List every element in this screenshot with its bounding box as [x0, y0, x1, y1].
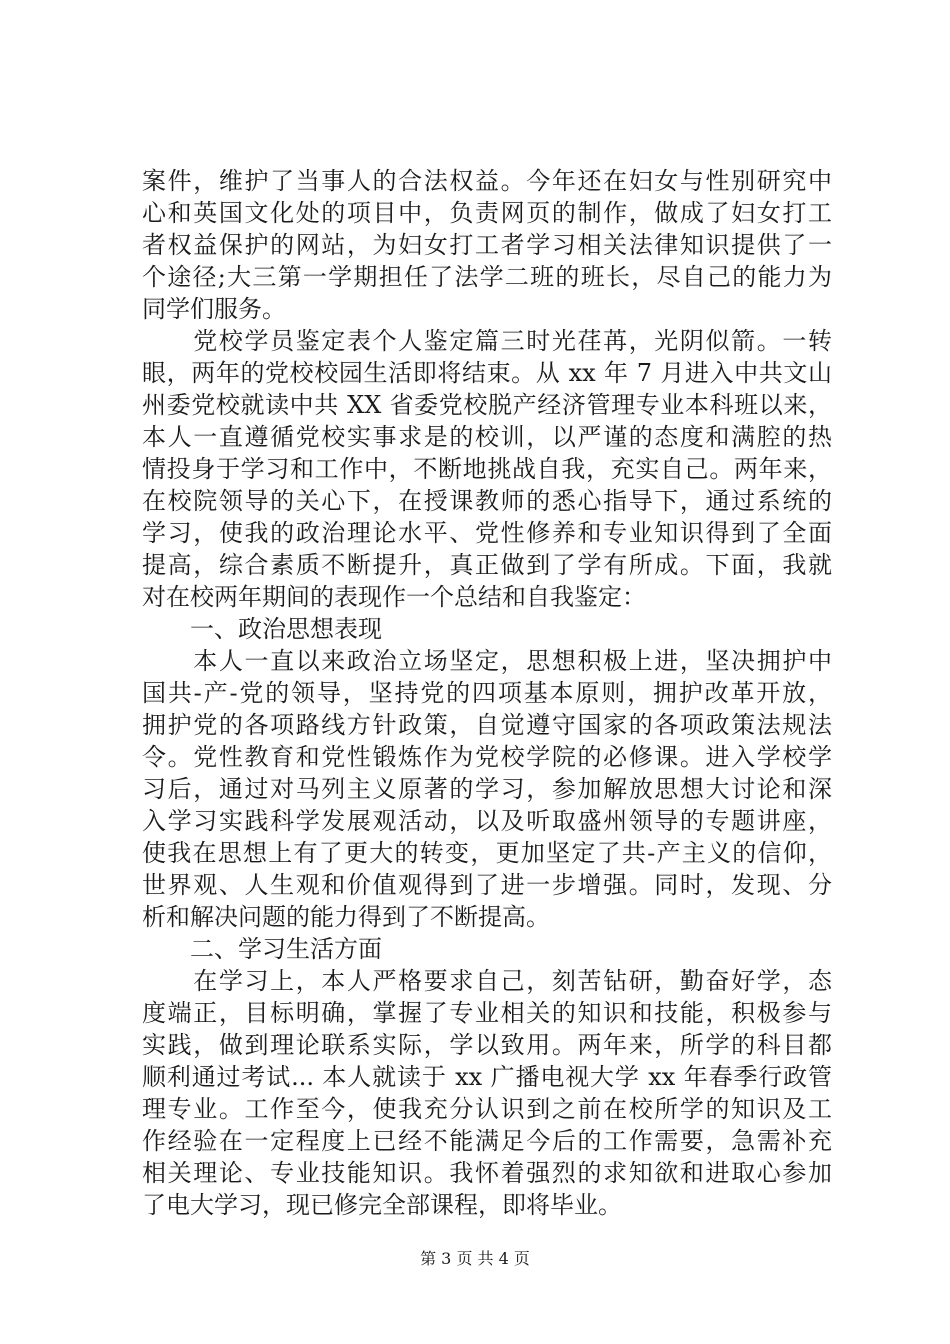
text-line: 使我在思想上有了更大的转变，更加坚定了共-产主义的信仰，: [142, 839, 832, 867]
text-line: 案件，维护了当事人的合法权益。今年还在妇女与性别研究中: [142, 167, 832, 195]
text-line: 析和解决问题的能力得到了不断提高。: [142, 903, 550, 931]
text-line: 世界观、人生观和价值观得到了进一步增强。同时，发现、分: [142, 871, 832, 899]
text-line: 者权益保护的网站，为妇女打工者学习相关法律知识提供了一: [142, 231, 832, 259]
text-line: 国共-产-党的领导，坚持党的四项基本原则，拥护改革开放，: [142, 679, 832, 707]
text-line: 同学们服务。: [142, 295, 286, 323]
text-line: 个途径;大三第一学期担任了法学二班的班长，尽自己的能力为: [142, 263, 832, 291]
text-line: 对在校两年期间的表现作一个总结和自我鉴定：: [142, 583, 646, 611]
text-line: 习后，通过对马列主义原著的学习，参加解放思想大讨论和深: [142, 775, 832, 803]
text-line: 二、学习生活方面: [142, 935, 382, 963]
text-line: 情投身于学习和工作中，不断地挑战自我，充实自己。两年来，: [142, 455, 832, 483]
text-line: 入学习实践科学发展观活动，以及听取盛州领导的专题讲座，: [142, 807, 832, 835]
text-line: 心和英国文化处的项目中，负责网页的制作，做成了妇女打工: [142, 199, 832, 227]
text-line: 本人一直以来政治立场坚定，思想积极上进，坚决拥护中: [142, 647, 832, 675]
text-line: 州委党校就读中共 XX 省委党校脱产经济管理专业本科班以来，: [142, 391, 832, 419]
text-line: 眼，两年的党校校园生活即将结束。从 xx 年 7 月进入中共文山: [142, 359, 832, 387]
page-number-label: 第 3 页 共 4 页: [420, 1249, 530, 1268]
text-line: 党校学员鉴定表个人鉴定篇三时光荏苒，光阴似箭。一转: [142, 327, 832, 355]
text-line: 提高，综合素质不断提升，真正做到了学有所成。下面，我就: [142, 551, 832, 579]
document-body: [142, 165, 832, 1221]
text-line: 一、政治思想表现: [142, 615, 382, 643]
text-line: 顺利通过考试... 本人就读于 xx 广播电视大学 xx 年春季行政管: [142, 1063, 832, 1091]
text-line: 作经验在一定程度上已经不能满足今后的工作需要，急需补充: [142, 1127, 832, 1155]
text-line: 在校院领导的关心下，在授课教师的悉心指导下，通过系统的: [142, 487, 832, 515]
page-footer: [0, 1246, 950, 1269]
text-line: 在学习上，本人严格要求自己，刻苦钻研，勤奋好学，态: [142, 967, 832, 995]
text-line: 理专业。工作至今，使我充分认识到之前在校所学的知识及工: [142, 1095, 832, 1123]
text-line: 相关理论、专业技能知识。我怀着强烈的求知欲和进取心参加: [142, 1159, 832, 1187]
text-line: 实践，做到理论联系实际，学以致用。两年来，所学的科目都: [142, 1031, 832, 1059]
text-line: 本人一直遵循党校实事求是的校训，以严谨的态度和满腔的热: [142, 423, 832, 451]
text-line: 了电大学习，现已修完全部课程，即将毕业。: [142, 1191, 622, 1219]
text-line: 令。党性教育和党性锻炼作为党校学院的必修课。进入学校学: [142, 743, 832, 771]
text-line: 学习，使我的政治理论水平、党性修养和专业知识得到了全面: [142, 519, 832, 547]
text-line: 度端正，目标明确，掌握了专业相关的知识和技能，积极参与: [142, 999, 832, 1027]
text-line: 拥护党的各项路线方针政策，自觉遵守国家的各项政策法规法: [142, 711, 832, 739]
